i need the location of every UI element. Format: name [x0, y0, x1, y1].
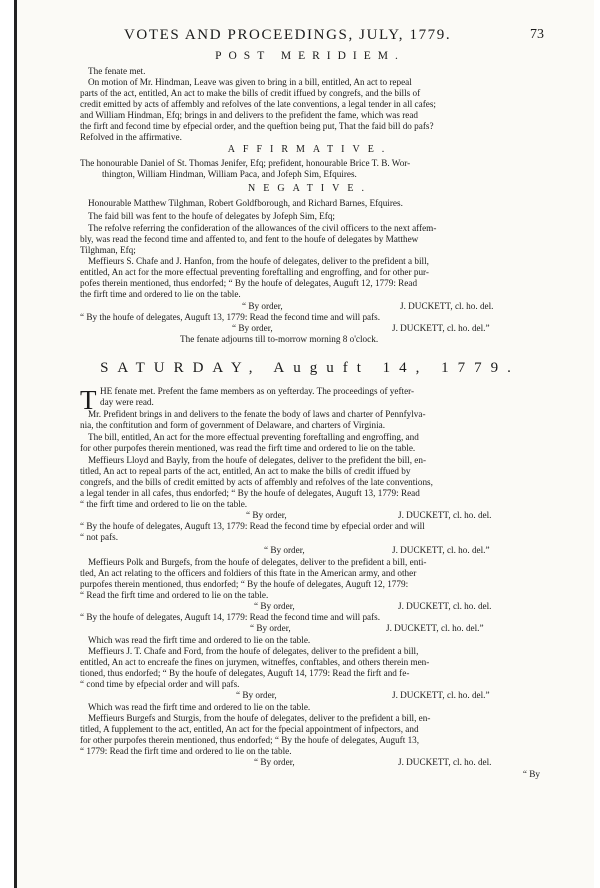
paragraph-line: purpofes therein mentioned, thus endorfed; “ By the houfe of delegates, Auguft 12, 1779: [80, 579, 409, 589]
order-by-label: “ By order, [232, 323, 273, 333]
paragraph-line: “ By the houfe of delegates, Auguft 13, 1779: Read the fecond time and will pafs. [80, 312, 381, 322]
paragraph-line: tled, An act relating to the officers and foldiers of this ftate in the American army, and other [80, 568, 417, 578]
paragraph-line: The faid bill was fent to the houfe of delegates by Jofeph Sim, Efq; [88, 211, 335, 221]
clerk-signature: J. DUCKETT, cl. ho. del. [398, 510, 492, 520]
paragraph-line: bly, was read the fecond time and affented to, and fent to the houfe of delegates by Matthew [80, 234, 419, 244]
paragraph-line: Which was read the firft time and ordered to lie on the table. [88, 702, 311, 712]
paragraph-line: The refolve referring the confideration of the allowances of the civil officers to the next affem- [88, 223, 437, 233]
order-by-label: “ By order, [254, 757, 295, 767]
header-title: VOTES AND PROCEEDINGS, JULY, 1779. [124, 27, 452, 43]
paragraph-line: “ 1779: Read the firft time and ordered to lie on the table. [80, 746, 292, 756]
paragraph-line: “ cond time by efpecial order and will pafs. [80, 679, 240, 689]
clerk-signature: J. DUCKETT, cl. ho. del.” [392, 323, 490, 333]
document-page [14, 0, 594, 888]
order-by-label: “ By order, [246, 510, 287, 520]
paragraph-line: pofes therein mentioned, thus endorfed; “ By the houfe of delegates, Auguft 12, 1779: Read [80, 278, 418, 288]
paragraph-line: entitled, An act for the more effectual preventing foreftalling and engroffing, and for other pur- [80, 267, 429, 277]
clerk-signature: J. DUCKETT, cl. ho. del. [398, 601, 492, 611]
affirmative-heading: AFFIRMATIVE. [227, 144, 393, 155]
paragraph-line: “ not pafs. [80, 532, 119, 542]
paragraph-line: for other purpofes therein mentioned, thus endorfed; “ By the houfe of delegates, Auguft 13, [80, 735, 420, 745]
catchword: “ By [522, 769, 540, 779]
order-by-label: “ By order, [242, 301, 283, 311]
paragraph-line: Tilghman, Efq; [80, 245, 136, 255]
paragraph-line: HE fenate met. Prefent the fame members as on yefterday. The proceedings of yefter- [100, 386, 415, 396]
paragraph-line: titled, An act to repeal parts of the act, entitled, An act to make the bills of credit iffued by [80, 466, 411, 476]
paragraph-line: “ By the houfe of delegates, Auguft 14, 1779: Read the fecond time and will pafs. [80, 612, 381, 622]
negative-heading: NEGATIVE. [248, 183, 372, 194]
page-binding-edge [14, 0, 17, 888]
paragraph-line: parts of the act, entitled, An act to make the bills of credit iffued by congrefs, and the bills of [80, 88, 421, 98]
paragraph-line: congrefs, and the bills of credit emitted by acts of affembly and refolves of the late conventions, [80, 477, 433, 487]
section-heading-post-meridiem: POST MERIDIEM. [215, 51, 405, 62]
paragraph-line: tioned, thus endorfed; “ By the houfe of delegates, Auguft 14, 1779: Read the firft and fe- [80, 668, 410, 678]
negative-names: Honourable Matthew Tilghman, Robert Goldfborough, and Richard Barnes, Efquires. [88, 198, 403, 208]
paragraph-line: day were read. [100, 397, 154, 407]
clerk-signature: J. DUCKETT, cl. ho. del.” [392, 690, 490, 700]
paragraph-line: and William Hindman, Efq; brings in and delivers to the prefident the fame, which was read [80, 110, 419, 120]
drop-cap: T [80, 385, 97, 415]
date-heading: SATURDAY, Auguft 14, 1779. [100, 360, 520, 376]
page-number: 73 [530, 27, 544, 42]
order-by-label: “ By order, [254, 601, 295, 611]
order-by-label: “ By order, [264, 545, 305, 555]
paragraph-line: Mr. Prefident brings in and delivers to the fenate the body of laws and charter of Pennfylva- [88, 409, 426, 419]
running-header [84, 27, 544, 47]
paragraph-line: The bill, entitled, An act for the more effectual preventing foreftalling and engroffing, and [88, 432, 419, 442]
paragraph-line: Meffieurs S. Chafe and J. Hanfon, from the houfe of delegates, deliver to the prefident a bill, [88, 256, 429, 266]
paragraph-line: “ Read the firft time and ordered to lie on the table. [80, 590, 269, 600]
paragraph-line: nia, the conftitution and form of government of Delaware, and charters of Virginia. [80, 420, 386, 430]
paragraph-line: titled, A fupplement to the act, entitled, An act for the fpecial appointment of infpectors, and [80, 724, 419, 734]
paragraph-line: “ the firft time and ordered to lie on the table. [80, 499, 248, 509]
clerk-signature: J. DUCKETT, cl. ho. del. [400, 301, 494, 311]
paragraph-line: Meffieurs Burgefs and Sturgis, from the houfe of delegates, deliver to the prefident a bill, en- [88, 713, 431, 723]
paragraph-line: The fenate met. [88, 66, 146, 76]
paragraph-line: “ By the houfe of delegates, Auguft 13, 1779: Read the fecond time by efpecial order and will [80, 521, 425, 531]
paragraph-line: On motion of Mr. Hindman, Leave was given to bring in a bill, entitled, An act to repeal [88, 77, 412, 87]
paragraph-line: the firft and fecond time by efpecial order, and the queftion being put, That the faid bill do pafs? [80, 121, 434, 131]
paragraph-line: Which was read the firft time and ordered to lie on the table. [88, 635, 311, 645]
paragraph-line: Meffieurs Polk and Burgefs, from the houfe of delegates, deliver to the prefident a bill, enti- [88, 557, 427, 567]
paragraph-line: Meffieurs Lloyd and Bayly, from the houfe of delegates, deliver to the prefident the bill, en- [88, 455, 427, 465]
paragraph-line: a legal tender in all cafes, thus endorfed; “ By the houfe of delegates, Auguft 13, 1779: Read [80, 488, 420, 498]
paragraph-line: the firft time and ordered to lie on the table. [80, 289, 241, 299]
clerk-signature: J. DUCKETT, cl. ho. del.” [392, 545, 490, 555]
paragraph-line: entitled, An act to encreafe the fines on jurymen, witneffes, conftables, and others therein men- [80, 657, 430, 667]
order-by-label: “ By order, [236, 690, 277, 700]
paragraph-line: Refolved in the affirmative. [80, 132, 182, 142]
affirmative-names: thington, William Hindman, William Paca, and Jofeph Sim, Efquires. [102, 169, 357, 179]
paragraph-line: for other purpofes therein mentioned, was read the firft time and ordered to lie on the table. [80, 443, 416, 453]
paragraph-line: credit emitted by acts of affembly and refolves of the late conventions, a legal tender in all cafes; [80, 99, 436, 109]
clerk-signature: J. DUCKETT, cl. ho. del. [398, 757, 492, 767]
adjournment-line: The fenate adjourns till to-morrow morning 8 o'clock. [180, 334, 379, 344]
paragraph-line: Meffieurs J. T. Chafe and Ford, from the houfe of delegates, deliver to the prefident a bill, [88, 646, 419, 656]
order-by-label: “ By order, [250, 623, 291, 633]
clerk-signature: J. DUCKETT, cl. ho. del.” [386, 623, 484, 633]
affirmative-names: The honourable Daniel of St. Thomas Jenifer, Efq; prefident, honourable Brice T. B. Wor- [80, 158, 411, 168]
